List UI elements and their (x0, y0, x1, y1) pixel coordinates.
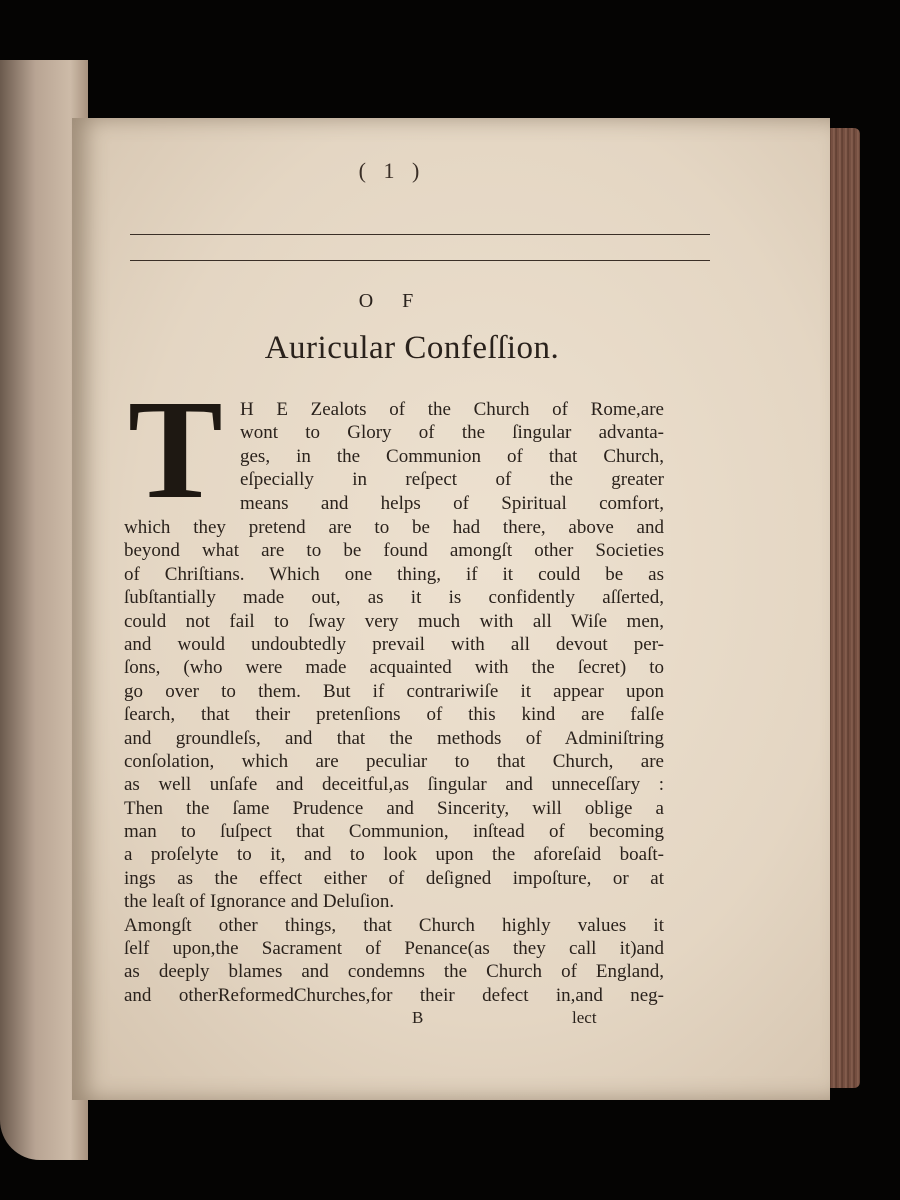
text-line: ſubſtantially made out, as it is confidently aſſerted, (124, 587, 664, 609)
text-line: ſons, (who were made acquainted with the ſecret) to (124, 657, 664, 679)
text-line: Amongſt other things, that Church highly values it (124, 914, 664, 936)
text-line: could not fail to ſway very much with all Wiſe men, (124, 610, 664, 632)
book-page (72, 118, 830, 1100)
text-line: as well unſafe and deceitful,as ſingular and unneceſſary : (124, 774, 664, 796)
header-rule-top (130, 234, 710, 235)
text-line: and otherReformedChurches,for their defect in,and neg- (124, 984, 664, 1006)
text-line: ſelf upon,the Sacrament of Penance(as they call it)and (124, 938, 664, 960)
text-line: conſolation, which are peculiar to that Church, are (124, 750, 664, 772)
text-line: wont to Glory of the ſingular advanta- (240, 422, 664, 444)
text-line: man to ſuſpect that Communion, inſtead of becoming (124, 821, 664, 843)
text-line: Then the ſame Prudence and Sincerity, will oblige a (124, 797, 664, 819)
text-line: ings as the effect either of deſigned impoſture, or at (124, 867, 664, 889)
page-number: ( 1 ) (358, 158, 426, 183)
signature-mark: B (412, 1008, 424, 1027)
text-line: go over to them. But if contrariwiſe it appear upon (124, 680, 664, 702)
heading-of: O F (358, 290, 426, 312)
text-line: as deeply blames and condemns the Church of England, (124, 961, 664, 983)
indented-text-block (240, 398, 664, 515)
header-rule-bottom (130, 260, 710, 261)
text-line: ſearch, that their pretenſions of this kind are falſe (124, 704, 664, 726)
body-text-block (124, 516, 664, 1007)
text-line: a proſelyte to it, and to look upon the aforeſaid boaſt- (124, 844, 664, 866)
drop-cap: T (128, 370, 223, 528)
text-line: and would undoubtedly prevail with all devout per- (124, 633, 664, 655)
catchword: lect (572, 1008, 597, 1027)
text-line: means and helps of Spiritual comfort, (240, 492, 664, 514)
text-line: H E Zealots of the Church of Rome,are (240, 399, 664, 420)
text-line: ges, in the Communion of that Church, (240, 445, 664, 467)
text-line: of Chriſtians. Which one thing, if it could be as (124, 563, 664, 585)
text-line: the leaſt of Ignorance and Deluſion. (124, 891, 395, 913)
text-line: and groundleſs, and that the methods of Adminiſtring (124, 727, 664, 749)
text-line: which they pretend are to be had there, above and (124, 517, 664, 538)
text-line: eſpecially in reſpect of the greater (240, 469, 664, 491)
text-line: beyond what are to be found amongſt other Societies (124, 540, 664, 562)
chapter-title: Auricular Confeſſion. (264, 330, 560, 366)
